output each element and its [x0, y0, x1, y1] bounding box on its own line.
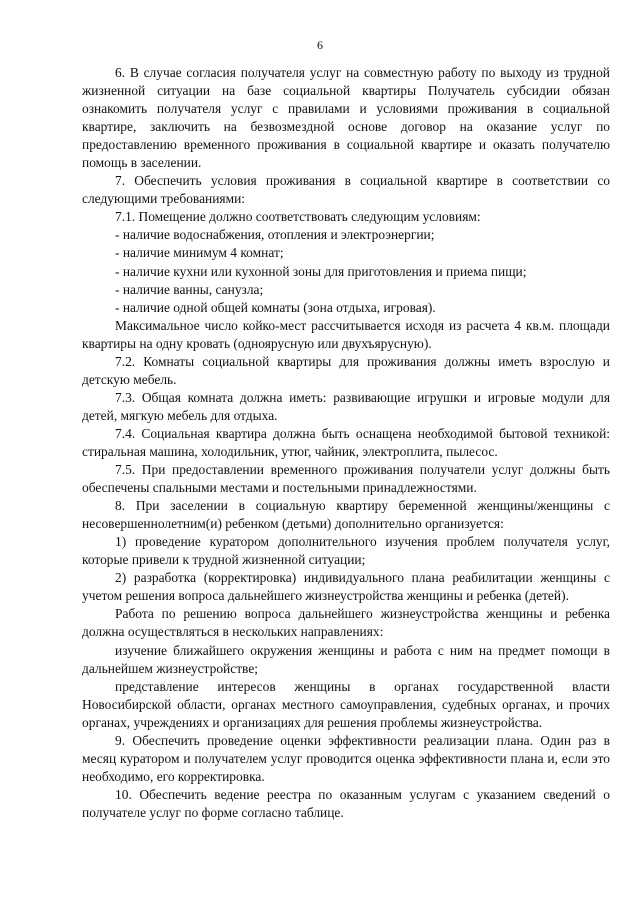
paragraph-7-2-furniture: 7.2. Комнаты социальной квартиры для проживания должны иметь взрослую и детскую мебель. — [82, 353, 610, 387]
paragraph-7-5-bedding: 7.5. При предоставлении временного проживания получатели услуг должны быть обеспечены спальными местами и постельными принадлежностями. — [82, 462, 610, 496]
list-item-bathroom: - наличие ванны, санузла; — [115, 281, 264, 297]
paragraph-work-directions: Работа по решению вопроса дальнейшего жизнеустройства женщины и ребенка должна осуществляться в нескольких направлениях: — [82, 606, 610, 640]
list-item-kitchen: - наличие кухни или кухонной зоны для приготовления и приема пищи; — [115, 263, 527, 279]
paragraph-8-item-1: 1) проведение куратором дополнительного изучения проблем получателя услуг, которые привели к трудной жизненной ситуации; — [82, 534, 610, 568]
paragraph-8-item-2: 2) разработка (корректировка) индивидуального плана реабилитации женщины с учетом решения вопроса дальнейшего жизнеустройства женщины и ребенка (детей). — [82, 570, 610, 604]
paragraph-direction-environment: изучение ближайшего окружения женщины и работа с ним на предмет помощи в дальнейшем жизнеустройстве; — [82, 642, 610, 676]
paragraph-7-1-premises: 7.1. Помещение должно соответствовать следующим условиям: — [115, 209, 481, 225]
paragraph-9-evaluation: 9. Обеспечить проведение оценки эффективности реализации плана. Один раз в месяц куратором и получателем услуг проводится оценка эффективности плана и, если это необходимо, его корректировка. — [82, 732, 610, 784]
document-body — [82, 64, 610, 822]
list-item-water-heating: - наличие водоснабжения, отопления и электроэнергии; — [115, 227, 435, 243]
page-number: 6 — [317, 38, 323, 52]
paragraph-7-conditions: 7. Обеспечить условия проживания в социальной квартире в соответствии со следующими требованиями: — [82, 173, 610, 207]
paragraph-10-registry: 10. Обеспечить ведение реестра по оказанным услугам с указанием сведений о получателе услуг по форме согласно таблице. — [82, 786, 610, 820]
paragraph-7-3-common-room: 7.3. Общая комната должна иметь: развивающие игрушки и игровые модули для детей, мягкую мебель для отдыха. — [82, 389, 610, 423]
paragraph-direction-representation: представление интересов женщины в органах государственной власти Новосибирской области, органах местного самоуправления, судебных органах, и прочих органах, учреждениях и организациях для решения проблемы жизнеустройства. — [82, 678, 610, 730]
paragraph-bed-capacity: Максимальное число койко-мест рассчитывается исходя из расчета 4 кв.м. площади квартиры на одну кровать (одноярусную или двухъярусную). — [82, 317, 610, 351]
paragraph-6-consent: 6. В случае согласия получателя услуг на совместную работу по выходу из трудной жизненной ситуации на базе социальной квартиры Получатель субсидии обязан ознакомить получателя услуг с правилами и условиями проживания в социальной квартире, заключить на безвозмездной основе договор на оказание услуг по предоставлению временного проживания в социальной квартире и оказать получателю помощь в заселении. — [82, 65, 610, 171]
paragraph-8-settlement: 8. При заселении в социальную квартиру беременной женщины/женщины с несовершеннолетним(и) ребенком (детьми) дополнительно организуется: — [82, 498, 610, 532]
list-item-common-room: - наличие одной общей комнаты (зона отдыха, игровая). — [115, 299, 436, 315]
paragraph-7-4-appliances: 7.4. Социальная квартира должна быть оснащена необходимой бытовой техникой: стиральная машина, холодильник, утюг, чайник, электроплита, пылесос. — [82, 425, 610, 459]
list-item-rooms: - наличие минимум 4 комнат; — [115, 245, 284, 261]
